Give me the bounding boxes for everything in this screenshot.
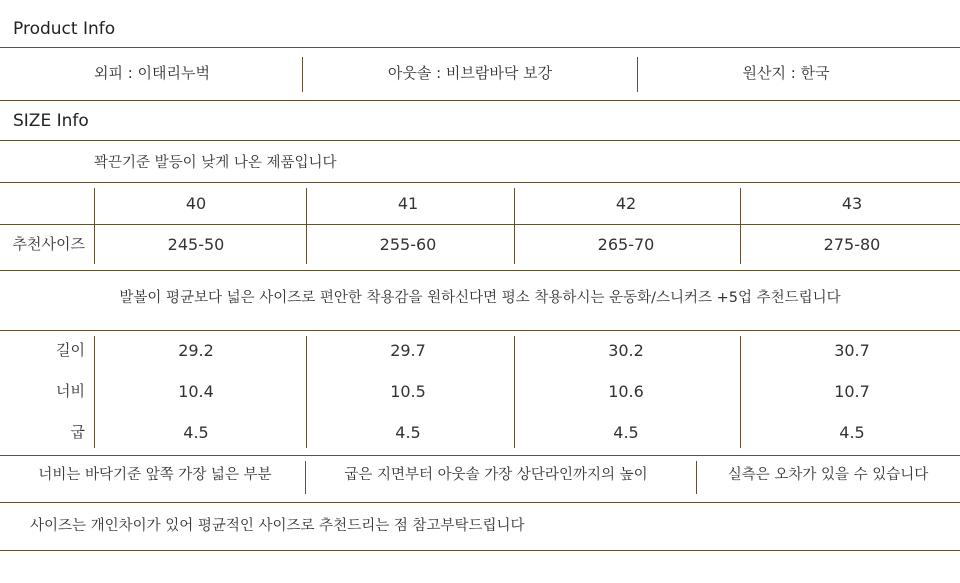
product-info-title: Product Info [13,19,116,39]
width-value: 10.5 [390,382,426,401]
divider [637,57,638,92]
heel-footnote: 굽은 지면부터 아웃솔 가장 상단라인까지의 높이 [344,467,648,483]
recommend-size-value: 275-80 [823,235,881,254]
width-label: 너비 [56,382,85,400]
size-header: 40 [185,194,207,213]
measure-footnote: 실측은 오차가 있을 수 있습니다 [727,467,929,483]
divider [696,461,697,494]
heel-value: 4.5 [183,423,209,442]
length-value: 30.2 [608,341,644,360]
recommend-size-value: 245-50 [167,235,225,254]
divider [306,188,307,264]
divider [0,455,960,456]
divider [0,330,960,331]
width-value: 10.7 [834,382,870,401]
material-info: 외피 : 이태리누벅 [93,64,211,82]
divider [305,461,306,494]
length-label: 길이 [56,341,85,359]
outsole-info: 아웃솔 : 비브람바닥 보강 [387,64,553,82]
length-value: 29.2 [178,341,214,360]
final-note: 사이즈는 개인차이가 있어 평균적인 사이즈로 추천드리는 점 참고부탁드립니다 [30,518,525,534]
divider [0,100,960,101]
instep-note: 꽉끈기준 발등이 낮게 나온 제품입니다 [94,155,337,171]
divider [94,188,95,264]
width-footnote: 너비는 바닥기준 앞쪽 가장 넓은 부분 [38,467,272,483]
divider [0,140,960,141]
recommend-size-label: 추천사이즈 [12,235,85,253]
recommend-size-value: 255-60 [379,235,437,254]
size-header: 41 [397,194,419,213]
divider [514,336,515,448]
divider [0,47,960,48]
heel-value: 4.5 [839,423,865,442]
divider [514,188,515,264]
divider [0,182,960,183]
divider [94,336,95,448]
divider [306,336,307,448]
divider [740,336,741,448]
origin-info: 원산지 : 한국 [742,64,830,82]
length-value: 29.7 [390,341,426,360]
divider [0,550,960,551]
size-info-title: SIZE Info [13,111,89,131]
heel-label: 굽 [70,423,85,441]
divider [302,57,303,92]
divider [0,224,960,225]
length-value: 30.7 [834,341,870,360]
width-value: 10.4 [178,382,214,401]
recommend-size-value: 265-70 [597,235,655,254]
heel-value: 4.5 [395,423,421,442]
size-header: 42 [615,194,637,213]
divider [0,270,960,271]
size-header: 43 [841,194,863,213]
divider [740,188,741,264]
divider [0,502,960,503]
wide-foot-note: 발볼이 평균보다 넓은 사이즈로 편안한 착용감을 원하신다면 평소 착용하시는 운동화/스니커즈 +5업 추천드립니다 [119,290,841,306]
width-value: 10.6 [608,382,644,401]
heel-value: 4.5 [613,423,639,442]
